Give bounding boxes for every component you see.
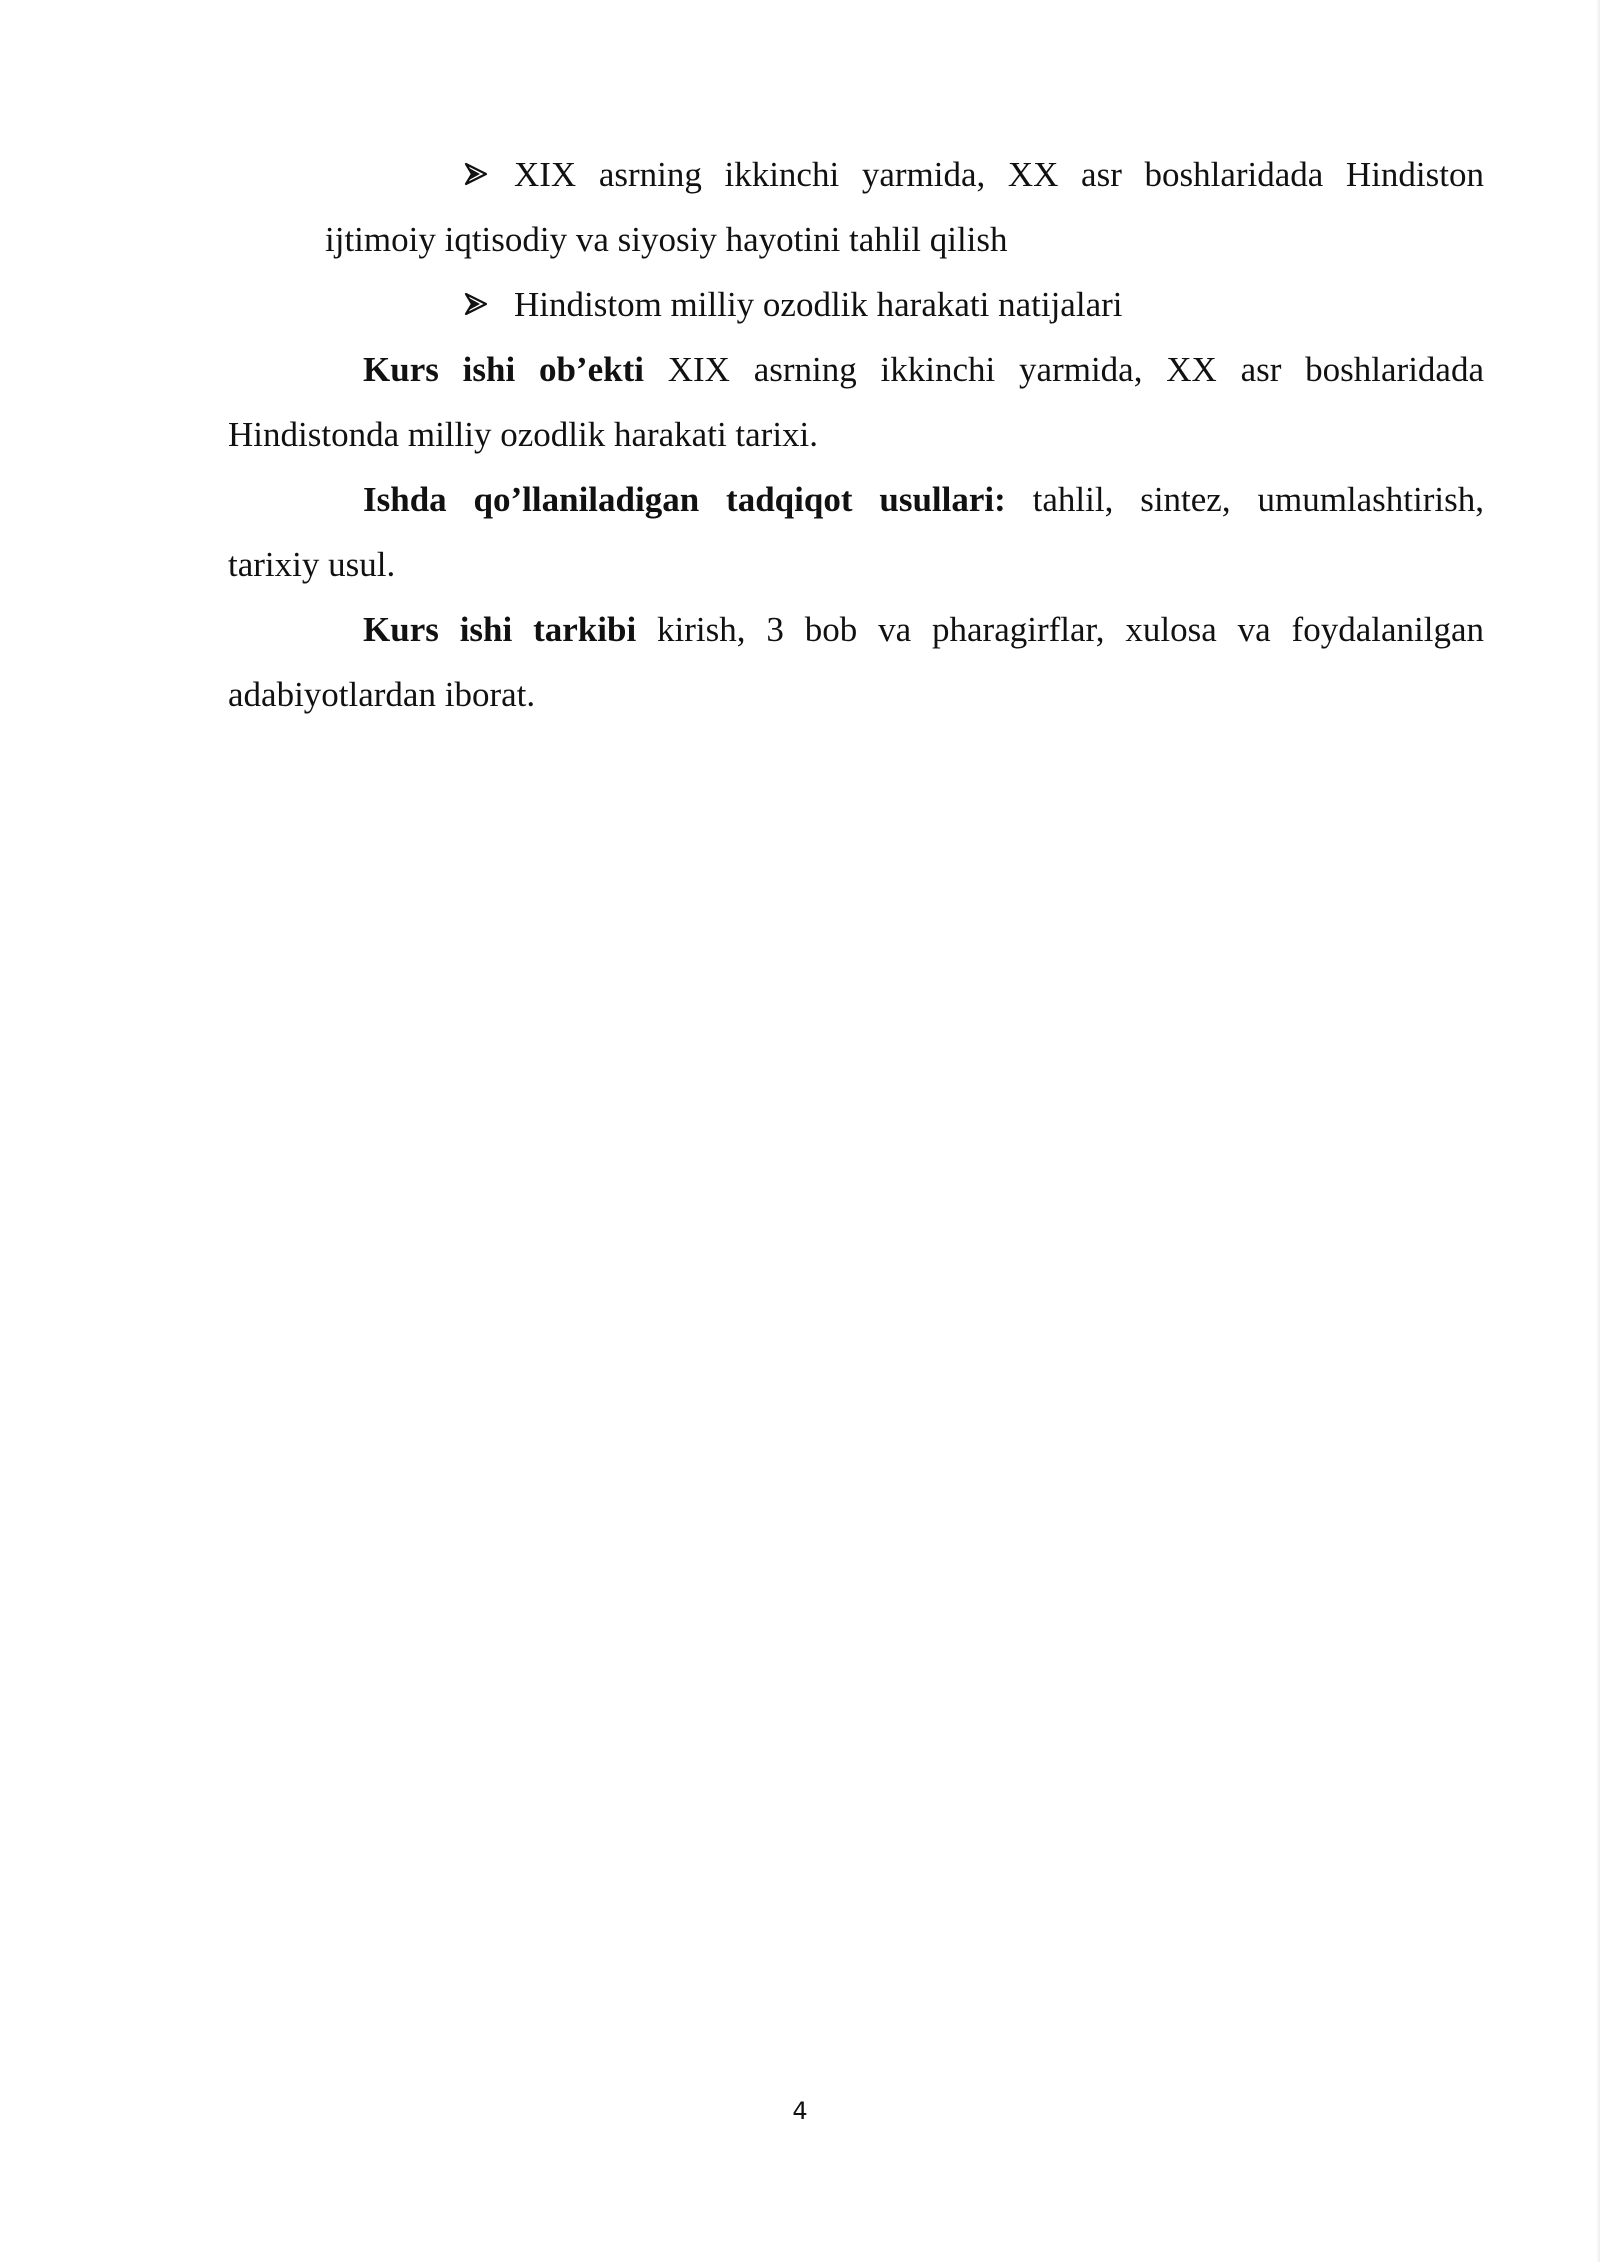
paragraph-methods-heading: Ishda qo’llaniladigan tadqiqot usullari: (363, 480, 1006, 519)
bullet-item-2 (228, 272, 1484, 337)
paragraph-object-text: XIX asrning ikkinchi yarmida, XX asr boshlaridada (643, 350, 1484, 389)
paragraph-structure-line-1 (228, 597, 1484, 662)
paragraph-methods-text: tahlil, sintez, umumlashtirish, (1005, 480, 1484, 519)
paragraph-structure-line-2: adabiyotlardan iborat. (228, 675, 536, 714)
document-body (228, 142, 1484, 727)
arrow-bullet-icon (464, 292, 488, 316)
page-number: 4 (792, 2097, 808, 2125)
arrow-bullet-icon (464, 162, 488, 186)
paragraph-object-line-1 (228, 337, 1484, 402)
paragraph-object-line-2: Hindistonda milliy ozodlik harakati tarixi. (228, 415, 819, 454)
paragraph-methods-line-1 (228, 467, 1484, 532)
paragraph-structure-text: kirish, 3 bob va pharagirflar, xulosa va foydalanilgan (636, 610, 1484, 649)
paragraph-structure-heading: Kurs ishi tarkibi (363, 610, 637, 649)
bullet-item-1 (228, 142, 1484, 207)
paragraph-object-heading: Kurs ishi ob’ekti (363, 350, 644, 389)
page-edge (1596, 0, 1600, 2262)
paragraph-methods-line-2: tarixiy usul. (228, 545, 396, 584)
bullet-1-line-1: XIX asrning ikkinchi yarmida, XX asr boshlaridada Hindiston (514, 155, 1484, 194)
bullet-2-text: Hindistom milliy ozodlik harakati natijalari (514, 285, 1123, 324)
bullet-1-line-2: ijtimoiy iqtisodiy va siyosiy hayotini tahlil qilish (325, 220, 1008, 259)
